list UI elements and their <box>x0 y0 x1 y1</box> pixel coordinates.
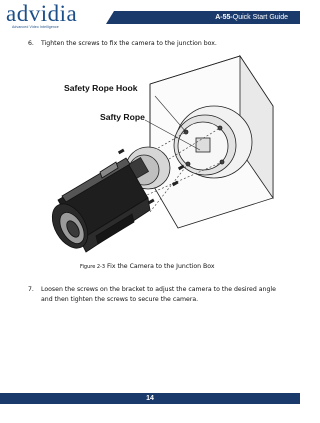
figure-caption <box>80 263 215 270</box>
step-number: 6. <box>28 40 34 47</box>
figure-title: Fix the Camera to the Junction Box <box>107 263 215 270</box>
safety-rope-hook-label: Safety Rope Hook <box>64 83 138 93</box>
guide-lines <box>120 128 222 212</box>
camera-bracket <box>121 147 170 189</box>
page-number: 14 <box>146 395 154 402</box>
header-title-bar <box>100 11 300 24</box>
safety-rope-label: Safty Rope <box>100 112 145 122</box>
advidia-logo <box>6 3 77 29</box>
page-footer <box>0 393 300 404</box>
figure-number: Figure 2-3 <box>80 264 106 270</box>
callout-leaders <box>145 96 200 150</box>
step-text: Tighten the screws to fix the camera to the junction box. <box>41 40 217 47</box>
guide-name: Quick Start Guide <box>232 14 288 21</box>
step-6 <box>28 39 286 49</box>
step-text: Loosen the screws on the bracket to adjust the camera to the desired angle and then tighten the screws to secure the camera. <box>41 286 276 303</box>
page-header <box>0 0 300 30</box>
step-7 <box>28 285 286 305</box>
logo-wordmark: advidia <box>6 1 78 26</box>
bullet-camera <box>45 158 150 254</box>
step-number: 7. <box>28 286 34 293</box>
wall-plate <box>150 56 273 228</box>
document-title <box>215 11 288 24</box>
junction-box <box>174 106 252 178</box>
screws <box>118 149 185 205</box>
model-name: A-55- <box>215 14 233 21</box>
logo-tagline: Advanced Video Intelligence <box>12 25 59 29</box>
